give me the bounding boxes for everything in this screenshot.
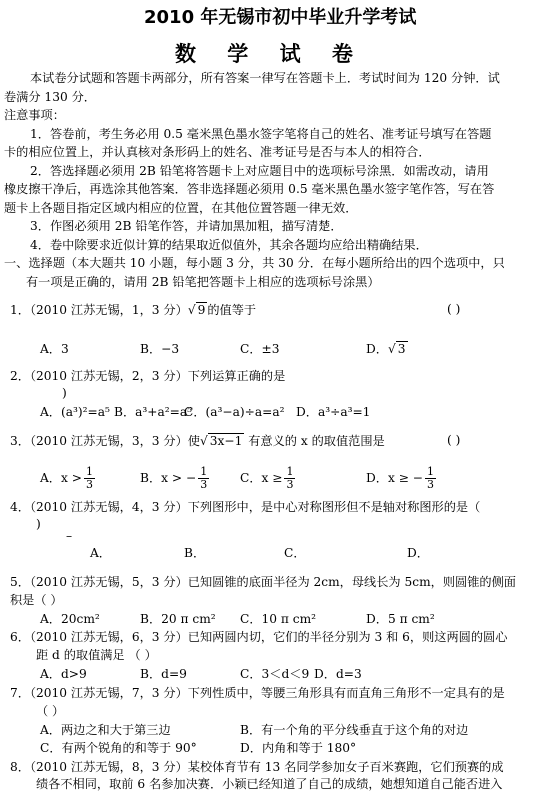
question-8-line-1: 8．（2010 江苏无锡，8，3 分）某校体育节有 13 名同学参加女子百米赛跑，它们预赛的成 [10,760,504,774]
question-7-option-c: C．有两个锐角的和等于 90° [40,741,197,755]
question-3-radicand: 3x−1 [209,434,243,448]
question-1-tail: 的值等于 [207,303,257,317]
question-4-option-c: C． [284,546,306,560]
note-1b: 卡的相应位置上，并认真核对条形码上的姓名、准考证号是否与本人的相符合． [4,145,431,159]
note-2a: 2．答选择题必须用 2B 铅笔将答题卡上对应题目中的选项标号涂黑．如需改动，请用 [30,164,489,178]
question-2-answer-paren: ) [62,386,67,400]
question-5-line-1: 5．（2010 江苏无锡，5，3 分）已知圆锥的底面半径为 2cm，母线长为 5cm，则圆锥的侧面 [10,575,516,589]
section-1-line-1: 一、选择题（本大题共 10 小题，每小题 3 分，共 30 分．在每小题所给出的四个选项中，只 [4,256,505,270]
question-1-source: 1．（2010 江苏无锡，1，3 分） [10,303,188,317]
section-1-line-2: 有一项是正确的，请用 2B 铅笔把答题卡上相应的选项标号涂黑） [26,275,380,289]
question-3-tail: 有意义的 x 的取值范围是 [248,434,385,448]
question-2-stem: 2．（2010 江苏无锡，2，3 分）下列运算正确的是 [10,369,286,383]
question-4-dash: – [66,529,73,543]
question-3-source: 3．（2010 江苏无锡，3，3 分）使 [10,434,200,448]
exam-subtitle: 数 学 试 卷 [175,42,365,66]
intro-line-1: 本试卷分试题和答题卡两部分，所有答案一律写在答题卡上．考试时间为 120 分钟．试 [30,71,500,85]
question-6-option-c: C．3＜d＜9 [240,667,310,681]
exam-title: 2010 年无锡市初中毕业升学考试 [144,7,417,28]
question-4-option-d: D． [407,546,429,560]
question-7-line-1: 7．（2010 江苏无锡，7，3 分）下列性质中，等腰三角形具有而直角三角形不一定具有的是 [10,686,505,700]
question-4-option-b: B． [184,546,206,560]
question-6-option-d: D．d=3 [314,667,362,681]
question-4-answer-paren: ) [36,517,41,531]
question-2-option-c: C．(a³−a)÷a=a² [184,405,285,419]
question-1-answer-paren: ( ) [447,302,461,316]
question-7-line-2: （ ） [36,704,65,718]
question-5-option-a: A．20cm² [40,612,100,626]
question-1-stem: 1．（2010 江苏无锡，1，3 分）√ 9 的值等于 [10,303,257,317]
question-1-option-b: B．−3 [140,342,180,356]
question-3-answer-paren: ( ) [447,433,461,447]
question-6-option-a: A．d>9 [40,667,87,681]
question-1-option-c: C．±3 [240,342,280,356]
intro-line-2: 卷满分 130 分． [4,90,96,104]
question-3-option-b: B．x > − $\frac{1}{3}$ [140,465,208,491]
question-2-option-d: D．a³÷a³=1 [296,405,371,419]
question-5-option-b: B．20 π cm² [140,612,216,626]
question-1-option-a: A．3 [40,342,69,356]
question-6-line-2: 距 d 的取值满足 （ ） [36,648,157,662]
note-4: 4．卷中除要求近似计算的结果取近似值外，其余各题均应给出精确结果． [30,238,428,252]
question-1-radicand: 9 [197,303,206,317]
question-6-option-b: B．d=9 [140,667,187,681]
question-3-option-a: A．x > $\frac{1}{3}$ [40,465,93,491]
note-1a: 1．答卷前，考生务必用 0.5 毫米黑色墨水签字笔将自己的姓名、准考证号填写在答题 [30,127,492,141]
question-1-option-d: D．√ 3 [366,342,406,356]
question-7-option-b: B．有一个角的平分线垂直于这个角的对边 [240,723,469,737]
question-6-line-1: 6．（2010 江苏无锡，6，3 分）已知两圆内切，它们的半径分别为 3 和 6，则这两圆的圆心 [10,630,508,644]
question-5-option-c: C．10 π cm² [240,612,317,626]
note-2c: 题卡上各题目指定区域内相应的位置，在其他位置答题一律无效． [4,201,358,215]
question-3-option-c: C．x ≥ $\frac{1}{3}$ [240,465,294,491]
question-4-option-a: A． [90,546,111,560]
question-3-option-d: D．x ≥ − $\frac{1}{3}$ [366,465,435,491]
question-4-stem: 4．（2010 江苏无锡，4，3 分）下列图形中，是中心对称图形但不是轴对称图形的是（ [10,500,481,514]
note-2b: 橡皮擦干净后，再选涂其他答案．答非选择题必须用 0.5 毫米黑色墨水签字笔作答，写在答 [4,182,495,196]
note-3: 3．作图必须用 2B 铅笔作答，并请加黑加粗，描写清楚． [30,219,343,233]
question-7-option-d: D．内角和等于 180° [240,741,357,755]
question-8-line-2: 绩各不相同，取前 6 名参加决赛．小颖已经知道了自己的成绩，她想知道自己能否进入 [36,777,503,791]
question-3-stem: 3．（2010 江苏无锡，3，3 分）使√ 3x−1 有意义的 x 的取值范围是 [10,434,385,448]
question-2-option-b: B．a³+a²=a⁵ [114,405,193,419]
notes-label: 注意事项： [4,108,65,122]
question-5-option-d: D．5 π cm² [366,612,435,626]
question-2-option-a: A．(a³)²=a⁵ [40,405,110,419]
question-5-line-2: 积是（ ） [10,593,63,607]
question-7-option-a: A．两边之和大于第三边 [40,723,171,737]
